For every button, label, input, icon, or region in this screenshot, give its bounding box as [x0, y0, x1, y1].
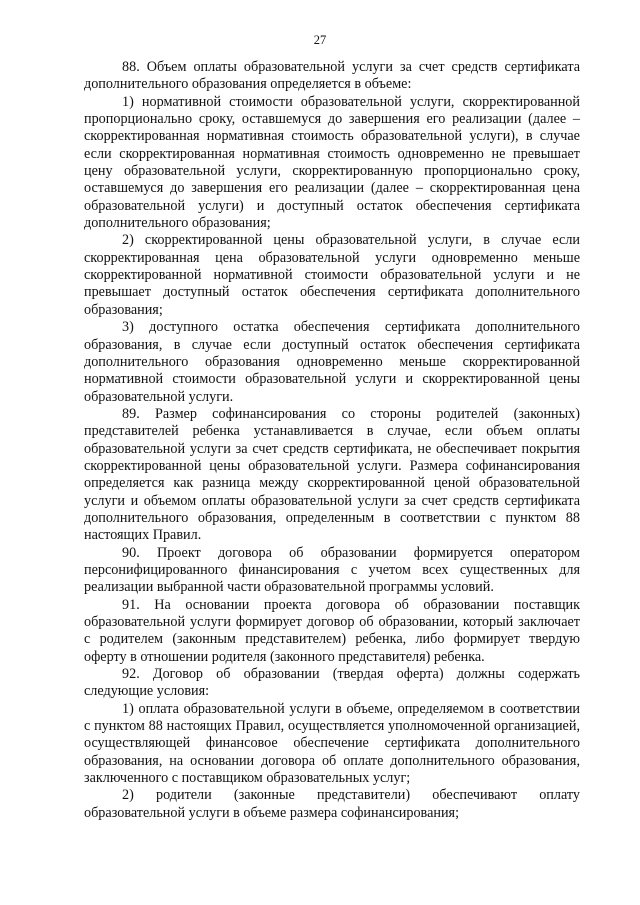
document-body — [84, 59, 580, 822]
paragraph-92-item-2: 2) родители (законные представители) обеспечивают оплату образовательной услуги в объеме размера софинансирования; — [84, 787, 580, 821]
paragraph-88: 88. Объем оплаты образовательной услуги за счет средств сертификата дополнительного образования определяется в объеме: — [84, 59, 580, 93]
paragraph-91: 91. На основании проекта договора об образовании поставщик образовательной услуги формирует договор об образовании, который заключает с родителем (законным представителем) ребенка, либо формирует твердую оферту в отношении родителя (законного представителя) ребенка. — [84, 596, 580, 665]
paragraph-88-item-1: 1) нормативной стоимости образовательной услуги, скорректированной пропорционально сроку, оставшемуся до завершения его реализации (далее – скорректированная нормативная стоимость образовательной услуги), в случае если скорректированная нормативная стоимость одновременно не превышает цену образовательной услуги, скорректированную пропорционально сроку, оставшемуся до завершения его реализации (далее – скорректированная цена образовательной услуги) и доступный остаток обеспечения сертификата дополнительного образования; — [84, 93, 580, 232]
page-number: 27 — [313, 33, 327, 47]
paragraph-92-item-1: 1) оплата образовательной услуги в объеме, определяемом в соответствии с пунктом 88 настоящих Правил, осуществляется уполномоченной организацией, осуществляющей финансовое обеспечение сертификата дополнительного образования, на основании договора об оплате дополнительного образования, заключенного с поставщиком образовательных услуг; — [84, 700, 580, 787]
paragraph-92: 92. Договор об образовании (твердая оферта) должны содержать следующие условия: — [84, 666, 580, 700]
paragraph-89: 89. Размер софинансирования со стороны родителей (законных) представителей ребенка устанавливается в случае, если объем оплаты образовательной услуги за счет средств сертификата, не обеспечивает покрытия скорректированной цены образовательной услуги. Размера софинансирования определяется как разница между скорректированной ценой образовательной услуги и объемом оплаты образовательной услуги за счет средств сертификата дополнительного образования, определенным в соответствии с пунктом 88 настоящих Правил. — [84, 405, 580, 544]
paragraph-90: 90. Проект договора об образовании формируется оператором персонифицированного финансирования с учетом всех существенных для реализации выбранной части образовательной программы условий. — [84, 544, 580, 596]
paragraph-88-item-3: 3) доступного остатка обеспечения сертификата дополнительного образования, в случае если доступный остаток обеспечения сертификата дополнительного образования одновременно меньше скорректированной нормативной стоимости образовательной услуги и скорректированной цены образовательной услуги. — [84, 319, 580, 405]
paragraph-88-item-2: 2) скорректированной цены образовательной услуги, в случае если скорректированная цена образовательной услуги одновременно меньше скорректированной нормативной стоимости образовательной услуги и не превышает доступный остаток обеспечения сертификата дополнительного образования; — [84, 232, 580, 318]
